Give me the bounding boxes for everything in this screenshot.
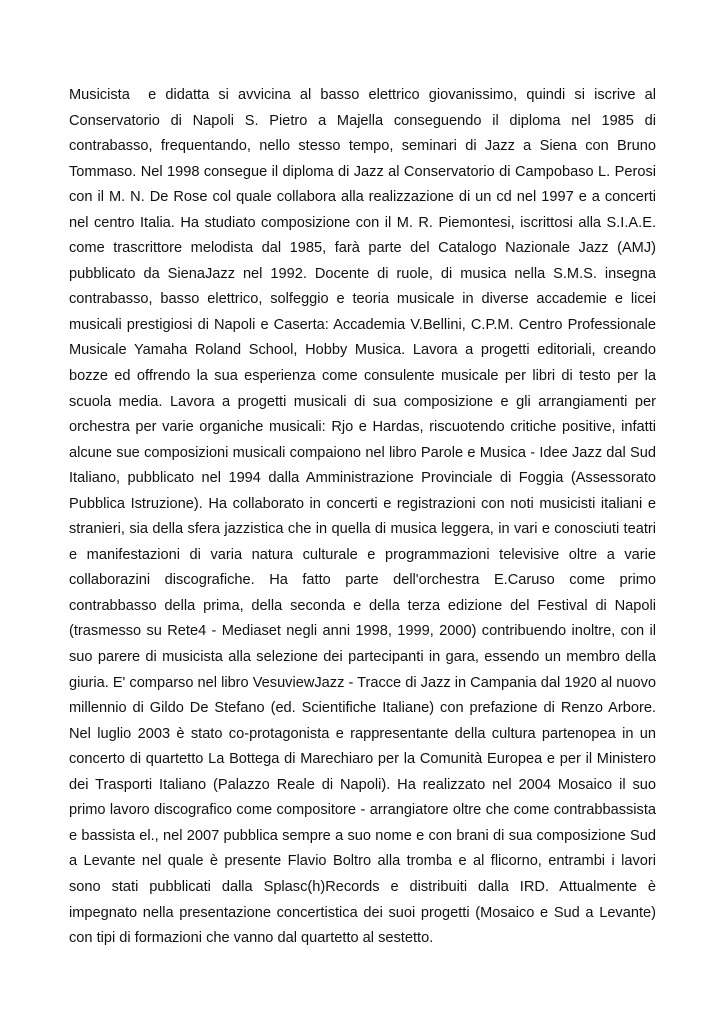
biography-paragraph: Musicista e didatta si avvicina al basso elettrico giovanissimo, quindi si iscrive al Conservatorio di Napoli S. Pietro a Majella conseguendo il diploma nel 1985 di contrabasso, frequentando, nello stesso tempo, seminari di Jazz a Siena con Bruno Tommaso. Nel 1998 consegue il diploma di Jazz al Conservatorio di Campobaso L. Perosi con il M. N. De Rose col quale collabora alla realizzazione di un cd nel 1997 e a concerti nel centro Italia. Ha studiato composizione con il M. R. Piemontesi, iscrittosi alla S.I.A.E. come trascrittore melodista dal 1985, farà parte del Catalogo Nazionale Jazz (AMJ) pubblicato da SienaJazz nel 1992. Docente di ruole, di musica nella S.M.S. insegna contrabasso, basso elettrico, solfeggio e teoria musicale in diverse accademie e licei musicali prestigiosi di Napoli e Caserta: Accademia V.Bellini, C.P.M. Centro Professionale Musicale Yamaha Roland School, Hobby Musica. Lavora a progetti editoriali, creando bozze ed offrendo la sua esperienza come consulente musicale per libri di testo per la scuola media. Lavora a progetti musicali di sua composizione e gli arrangiamenti per orchestra per varie organiche musicali: Rjo e Hardas, riscuotendo critiche positive, infatti alcune sue composizioni musicali compaiono nel libro Parole e Musica - Idee Jazz dal Sud Italiano, pubblicato nel 1994 dalla Amministrazione Provinciale di Foggia (Assessorato Pubblica Istruzione). Ha collaborato in concerti e registrazioni con noti musicisti italiani e stranieri, sia della sfera jazzistica che in quella di musica leggera, in vari e conosciuti teatri e manifestazioni di varia natura culturale e programmazioni televisive oltre a varie collaborazini discografiche. Ha fatto parte dell'orchestra E.Caruso come primo contrabbasso della prima, della seconda e della terza edizione del Festival di Napoli (trasmesso su Rete4 - Mediaset negli anni 1998, 1999, 2000) contribuendo inoltre, con il suo parere di musicista alla selezione dei partecipanti in gara, essendo un membro della giuria. E' comparso nel libro VesuviewJazz - Tracce di Jazz in Campania dal 1920 al nuovo millennio di Gildo De Stefano (ed. Scientifiche Italiane) con prefazione di Renzo Arbore. Nel luglio 2003 è stato co-protagonista e rappresentante della cultura partenopea in un concerto di quartetto La Bottega di Marechiaro per la Comunità Europea e per il Ministero dei Trasporti Italiano (Palazzo Reale di Napoli). Ha realizzato nel 2004 Mosaico il suo primo lavoro discografico come compositore - arrangiatore oltre che come contrabbassista e bassista el., nel 2007 pubblica sempre a suo nome e con brani di sua composizione Sud a Levante nel quale è presente Flavio Boltro alla tromba e al flicorno, entrambi i lavori sono stati pubblicati dalla Splasc(h)Records e distribuiti dalla IRD. Attualmente è impegnato nella presentazione concertistica dei suoi progetti (Mosaico e Sud a Levante) con tipi di formazioni che vanno dal quartetto al sestetto. xyxy=(69,87,661,947)
